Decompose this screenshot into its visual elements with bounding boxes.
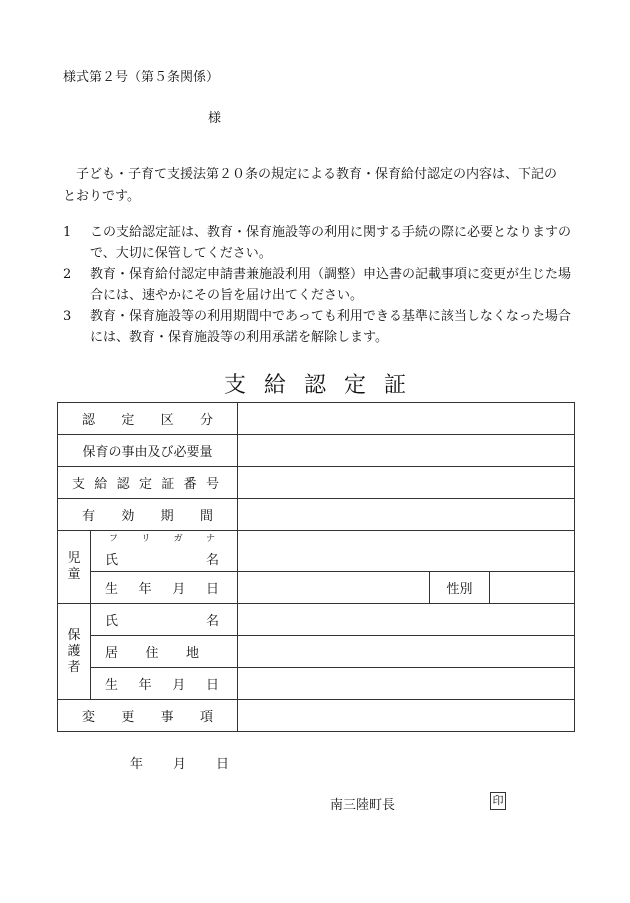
gender-label: 性別 [430,572,490,604]
child-name-field[interactable] [238,531,575,572]
row-guardian-address: 居 住 地 [58,636,575,668]
gender-field[interactable] [490,572,575,604]
changes-field[interactable] [238,700,575,732]
row-changes: 変 更 事 項 [58,700,575,732]
note-item: 1 この支給認定証は、教育・保育施設等の利用に関する手続の際に必要となりますので、大切に保管してください。 [63,225,572,261]
row-hoiku-jiyu: 保育の事由及び必要量 [58,435,575,467]
row-guardian-name: 保 護 者 氏 名 [58,604,575,636]
document-title: 支給認定証 [223,373,424,398]
certificate-number-field[interactable] [238,467,575,499]
nintei-kubun-field[interactable] [238,403,575,435]
guardian-address-field[interactable] [238,636,575,668]
valid-period-field[interactable] [238,499,575,531]
row-child-name: 児 童 フ リ ガ ナ 氏 名 [58,531,575,572]
intro-paragraph: 子ども・子育て支援法第２０条の規定による教育・保育給付認定の内容は、下記のとおりです。 [63,167,558,204]
guardian-birthdate-field[interactable] [238,668,575,700]
certificate-table [57,402,575,732]
form-number: 様式第２号（第５条関係） [63,70,220,85]
row-nintei-kubun: 認 定 区 分 [58,403,575,435]
hoiku-jiyu-field[interactable] [238,435,575,467]
seal-stamp: 印 [490,792,506,810]
child-birthdate-field[interactable] [238,572,430,604]
row-valid-period: 有 効 期 間 [58,499,575,531]
note-item: 2 教育・保育給付認定申請書兼施設利用（調整）申込書の記載事項に変更が生じた場合には、速やかにその旨を届け出てください。 [63,267,572,303]
row-guardian-birthdate: 生 年 月 日 [58,668,575,700]
guardian-group-label: 保 護 者 [58,604,91,700]
mayor-title: 南三陸町長 [330,798,396,813]
addressee-suffix: 様 [208,111,222,126]
row-certificate-number: 支 給 認 定 証 番 号 [58,467,575,499]
issue-date: 年 月 日 [130,757,230,772]
note-item: 3 教育・保育施設等の利用期間中であっても利用できる基準に該当しなくなった場合には、教育・保育施設等の利用承諾を解除します。 [63,309,571,345]
notes-list [63,222,573,348]
row-child-birthdate: 生 年 月 日 性別 [58,572,575,604]
child-group-label: 児 童 [58,531,91,604]
guardian-name-field[interactable] [238,604,575,636]
